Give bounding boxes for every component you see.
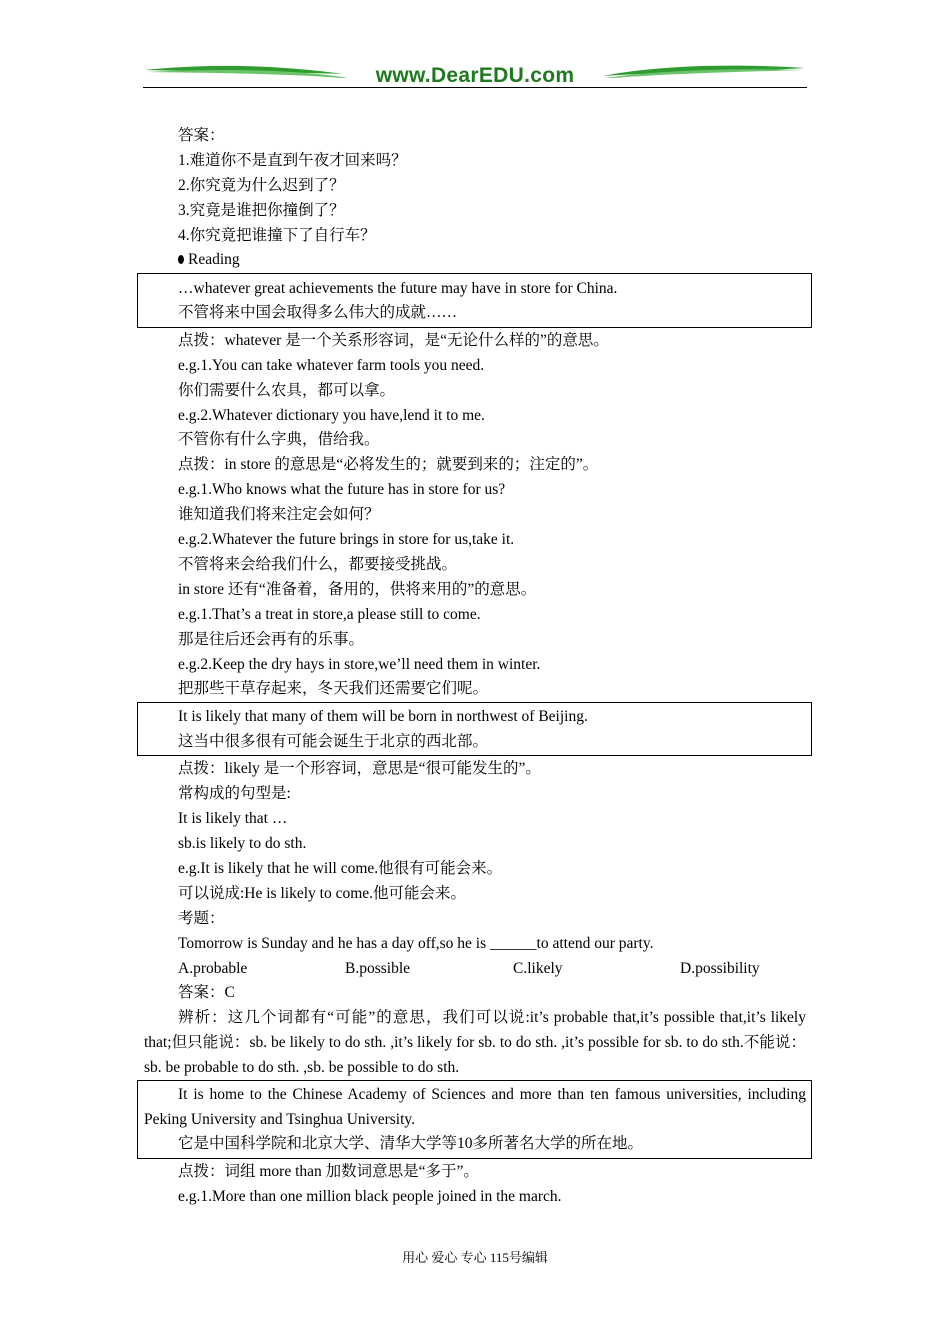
example-line: 把那些干草存起来，冬天我们还需要它们呢。 — [178, 680, 489, 697]
example-line: 不管你有什么字典，借给我。 — [178, 431, 380, 448]
example-line: e.g.1.Who knows what the future has in store for us? — [178, 481, 506, 498]
exam-question: Tomorrow is Sunday and he has a day off,so he is ______to attend our party. — [178, 935, 654, 952]
example-line: e.g.It is likely that he will come.他很有可能会来。 — [178, 860, 503, 877]
page-footer: 用心 爱心 专心 115号编辑 — [402, 1250, 548, 1265]
reading-heading — [178, 250, 240, 270]
note-in-store: 点拨：in store 的意思是“必将发生的；就要到来的；注定的”。 — [178, 456, 599, 473]
example-line: 不管将来会给我们什么，都要接受挑战。 — [178, 556, 458, 573]
exam-answer: 答案：C — [178, 984, 235, 1001]
quote-3-zh: 它是中国科学院和北京大学、清华大学等10多所著名大学的所在地。 — [178, 1135, 644, 1152]
note-likely: 点拨：likely 是一个形容词，意思是“很可能发生的”。 — [178, 760, 541, 777]
quote-3-en: It is home to the Chinese Academy of Sciences and more than ten famous universities, including Peking University and Tsinghua University. — [144, 1086, 806, 1128]
pattern-2: sb.is likely to do sth. — [178, 835, 307, 852]
example-line: e.g.2.Keep the dry hays in store,we’ll need them in winter. — [178, 656, 541, 673]
option-b: B.possible — [345, 960, 411, 977]
quote-2-en: It is likely that many of them will be born in northwest of Beijing. — [178, 708, 588, 725]
answer-4: 4.你究竟把谁撞下了自行车？ — [178, 227, 376, 244]
note-in-store-2: in store 还有“准备着，备用的，供将来用的”的意思。 — [178, 581, 537, 598]
example-line: e.g.2.Whatever dictionary you have,lend it to me. — [178, 407, 485, 424]
note-whatever: 点拨：whatever 是一个关系形容词，是“无论什么样的”的意思。 — [178, 332, 609, 349]
example-line: e.g.1.More than one million black people joined in the march. — [178, 1188, 562, 1205]
answer-label: 答案： — [178, 127, 225, 144]
site-logo[interactable]: www.DearEDU.com — [375, 64, 575, 87]
analysis-paragraph: 辨析：这几个词都有“可能”的意思，我们可以说:it’s probable that,it’s possible that,it’s likely that;但只能说：sb. be likely to do sth. ,it’s likely for sb. to do sth. ,it’s possible for sb. to do sth.不能说：sb. be probable to do sth. ,sb. be possible to do sth. — [144, 1009, 806, 1076]
bullet-icon — [178, 255, 184, 264]
header-rule — [143, 87, 807, 88]
answer-1: 1.难道你不是直到午夜才回来吗？ — [178, 152, 407, 169]
example-line: 你们需要什么农具，都可以拿。 — [178, 382, 396, 399]
example-line: e.g.1.You can take whatever farm tools you need. — [178, 357, 485, 374]
example-line: 那是往后还会再有的乐事。 — [178, 631, 365, 648]
example-line: e.g.2.Whatever the future brings in store for us,take it. — [178, 531, 515, 548]
quote-2-zh: 这当中很多很有可能会诞生于北京的西北部。 — [178, 733, 489, 750]
pattern-1: It is likely that … — [178, 810, 288, 827]
answer-3: 3.究竟是谁把你撞倒了？ — [178, 202, 345, 219]
note-more-than: 点拨：词组 more than 加数词意思是“多于”。 — [178, 1163, 479, 1180]
example-line: 谁知道我们将来注定会如何？ — [178, 506, 380, 523]
option-c: C.likely — [513, 960, 563, 977]
page-header — [143, 62, 807, 92]
exam-label: 考题： — [178, 910, 225, 927]
quote-1-en: …whatever great achievements the future may have in store for China. — [178, 280, 618, 297]
option-a: A.probable — [178, 960, 248, 977]
answer-2: 2.你究竟为什么迟到了？ — [178, 177, 345, 194]
pattern-intro: 常构成的句型是: — [178, 785, 291, 802]
option-d: D.possibility — [680, 960, 760, 977]
example-line: e.g.1.That’s a treat in store,a please still to come. — [178, 606, 481, 623]
quote-1-zh: 不管将来中国会取得多么伟大的成就…… — [178, 304, 458, 321]
example-line: 可以说成:He is likely to come.他可能会来。 — [178, 885, 467, 902]
reading-label: Reading — [188, 251, 240, 268]
